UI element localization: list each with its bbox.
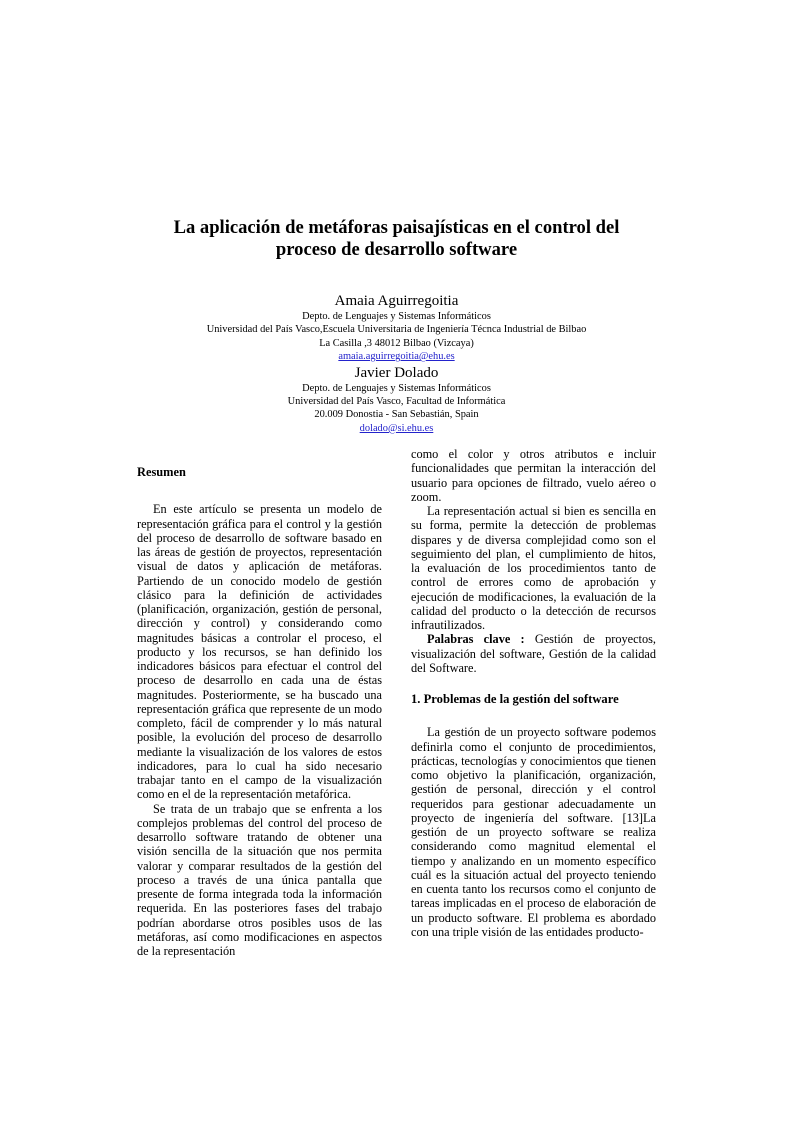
abstract-paragraph: En este artículo se presenta un modelo de representación gráfica para el control y la gestión del proceso de desarrollo de software basado en las áreas de gestión de proyectos, representación visual de datos y aplicación de metáforas. Partiendo de un conocido modelo de gestión clásico para la definición de actividades (planificación, organización, gestión de personal, dirección y control) y considerando como magnitudes básicas a controlar el proceso, el producto y los recursos, se han definido los indicadores básicos para efectuar el control del proceso de desarrollo en cada una de éstas magnitudes. Posteriormente, se ha buscado una representación gráfica que represente de un modo completo, fácil de comprender y lo más natural posible, la evolución del proceso de desarrollo mediante la visualización de los valores de estos indicadores, para lo cual ha sido necesario trabajar tanto en el campo de la visualización como en el de la representación metafórica. <box>137 502 382 802</box>
abstract-paragraph: Se trata de un trabajo que se enfrenta a los complejos problemas del control del proceso de desarrollo software tratando de obtener una visión sencilla de la situación que nos permita valorar y comparar resultados de la gestión del proceso a través de una única pantalla que presente de forma integrada toda la información requerida. En las posteriores fases del trabajo podrían abordarse otros posibles usos de las metáforas, así como modificaciones en aspectos de la representación <box>137 801 382 958</box>
keywords-text: Gestión de proyectos, visualización del software, Gestión de la calidad del Software. <box>411 632 656 675</box>
left-column <box>137 465 382 958</box>
author-affiliation-line: Depto. de Lenguajes y Sistemas Informáticos <box>302 382 491 394</box>
paper-title <box>120 217 673 261</box>
keywords-paragraph <box>411 632 656 675</box>
abstract-heading: Resumen <box>137 465 186 479</box>
title-line-1: La aplicación de metáforas paisajísticas en el control del <box>173 217 620 238</box>
author-name: Javier Dolado <box>354 364 439 381</box>
abstract-paragraph-continued: como el color y otros atributos e incluir funcionalidades que permitan la interacción del usuario para opciones de filtrado, vuelo aéreo o zoom. <box>411 447 656 504</box>
author-affiliation-line: 20.009 Donostia - San Sebastián, Spain <box>314 409 479 421</box>
author-name: Amaia Aguirregoitia <box>334 293 459 309</box>
section-heading: 1. Problemas de la gestión del software <box>411 692 619 706</box>
author-email-link[interactable]: amaia.aguirregoitia@ehu.es <box>338 351 455 363</box>
author-affiliation-line: Depto. de Lenguajes y Sistemas Informáticos <box>302 311 491 322</box>
right-column <box>411 447 656 939</box>
abstract-paragraph: La representación actual si bien es sencilla en su forma, permite la detección de problemas dispares y de diversa complejidad como son el seguimiento del plan, el cumplimiento de hitos, la evaluación de los procedimientos tanto de control de errores como de aprobación y ejecución de modificaciones, la evaluación de la calidad del producto o la detección de recursos infrautilizados. <box>411 504 656 632</box>
author-affiliation-line: Universidad del País Vasco, Facultad de Informática <box>287 396 506 408</box>
author-affiliation-line: Universidad del País Vasco,Escuela Universitaria de Ingeniería Técnca Industrial de Bilbao <box>206 324 587 336</box>
keywords-label: Palabras clave : <box>427 632 525 647</box>
body-paragraph: La gestión de un proyecto software podemos definirla como el conjunto de procedimientos, prácticas, tecnologías y conocimientos que tienen como objetivo la planificación, organización, gestión de personal, dirección y el control requeridos para gestionar adecuadamente un proyecto de ingeniería del software. [13]La gestión de un proyecto software se realiza considerando como magnitud elemental el tiempo y analizando en un momento específico cuál es la situación actual del proyecto teniendo en cuenta tanto los recursos como el conjunto de tareas implicadas en el proceso de elaboración de un producto software. El problema es abordado con una triple visión de las entidades producto- <box>411 725 656 939</box>
author-block <box>150 292 643 435</box>
author-affiliation-line: La Casilla ,3 48012 Bilbao (Vizcaya) <box>319 337 474 349</box>
title-line-2: proceso de desarrollo software <box>275 239 518 260</box>
author-email-link[interactable]: dolado@si.ehu.es <box>359 422 434 434</box>
